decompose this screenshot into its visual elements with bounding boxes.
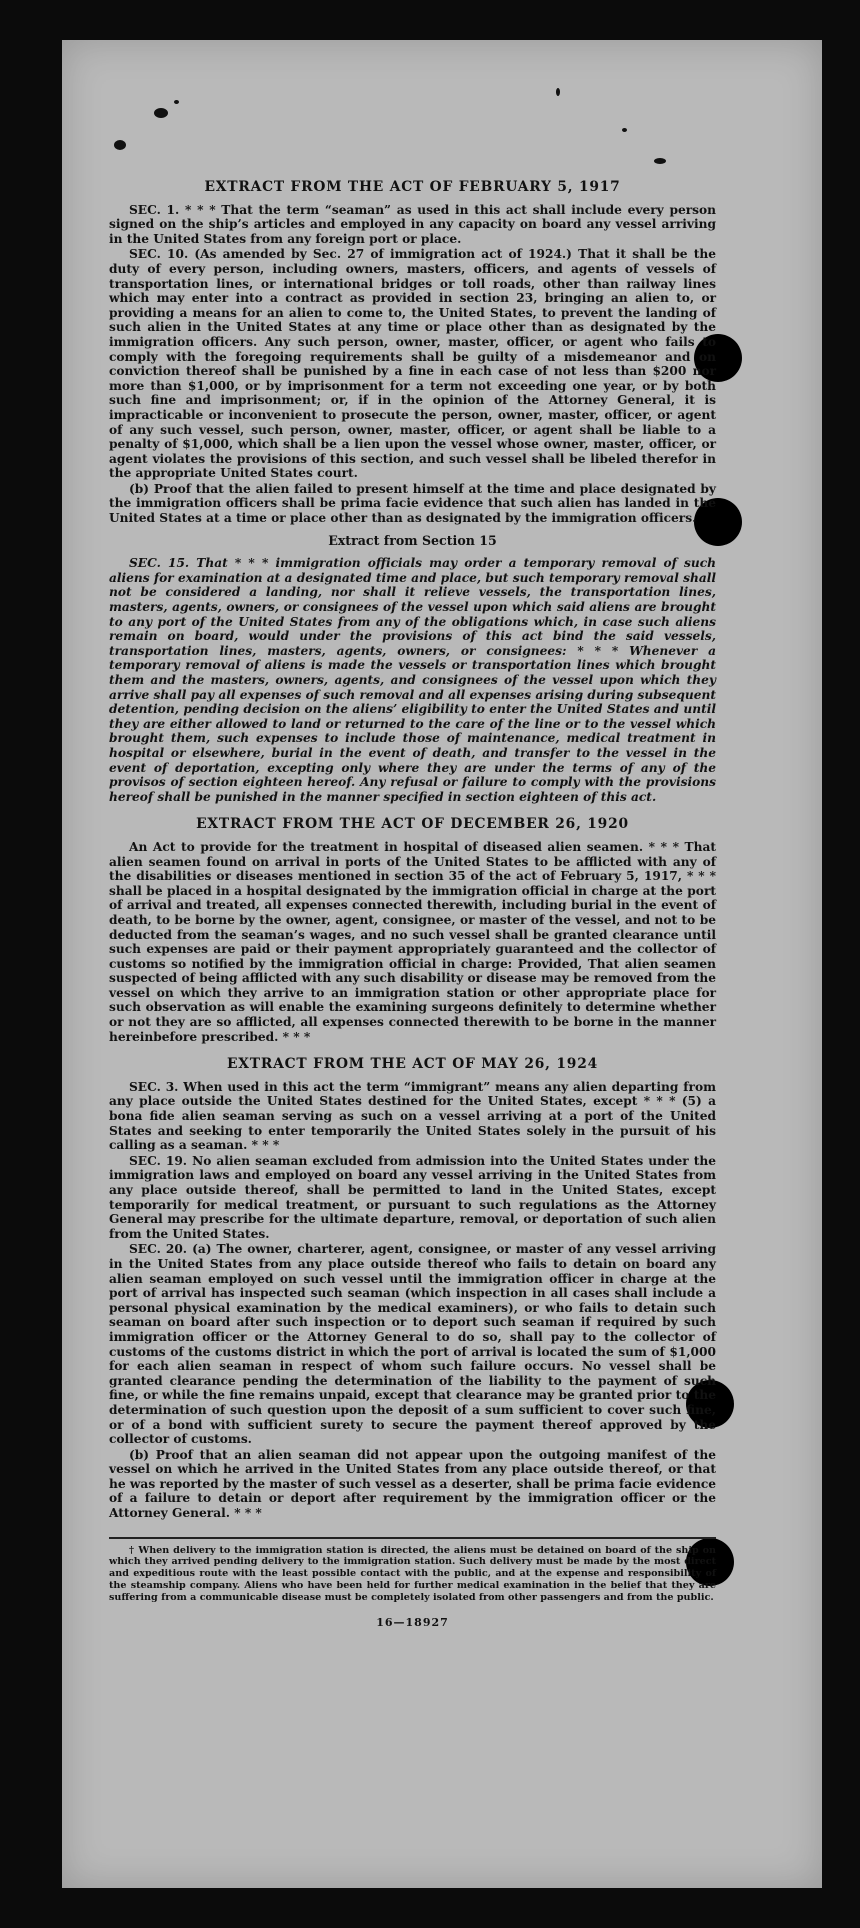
heading-feb-1917: EXTRACT FROM THE ACT OF FEBRUARY 5, 1917 xyxy=(204,179,621,195)
paragraph-sec20-b: (b) Proof that an alien seaman did not appear upon the outgoing manifest of the vessel on which he arrived in the United States from any place outside thereof, or that he was reported by the master of such vessel as a deserter, shall be prima facie evidence of a failure to detain or deport after requirement by the immigration officer or the Attorney General. * * * xyxy=(109,1447,716,1521)
footnote: † When delivery to the immigration station is directed, the aliens must be detained on board of the ship on which they arrived pending delivery to the immigration station. Such delivery must be made by the most direct and expeditious route with the least possible contact with the public, and at the expense and responsibility of the steamship company. Aliens who have been held for further medical examination in the belief that they are suffering from a communicable disease must be completely isolated from other passengers and from the public. xyxy=(109,1544,716,1603)
paragraph-dec-1920: An Act to provide for the treatment in hospital of diseased alien seamen. * * * That alien seamen found on arrival in ports of the United States to be afflicted with any of the disabilities or diseases mentioned in section 35 of the act of February 5, 1917, * * * shall be placed in a hospital designated by the immigration official in charge at the port of arrival and treated, all expenses connected therewith, including burial in the event of death, to be borne by the owner, agent, consignee, or master of the vessel, and not to be deducted from the seaman’s wages, and no such vessel shall be granted clearance until such expenses are paid or their payment appropriately guaranteed and the collector of customs so notified by the immigration official in charge: Provided, That alien seamen suspected of being afflicted with any such disability or disease may be removed from the vessel on which they arrive to an immigration station or other appropriate place for such observation as will enable the examining surgeons definitely to determine whether or not they are so afflicted, all expenses connected therewith to be borne in the manner hereinbefore prescribed. * * * xyxy=(109,839,716,1044)
ink-speck xyxy=(654,158,666,164)
ink-speck xyxy=(154,108,168,118)
paragraph-sec1: SEC. 1. * * * That the term “seaman” as used in this act shall include every person signed on the ship’s articles and employed in any capacity on board any vessel arriving in the United States from any foreign port or place. xyxy=(109,202,716,246)
subheading-section-15: Extract from Section 15 xyxy=(328,532,497,548)
paragraph-sec10-b: (b) Proof that the alien failed to present himself at the time and place designated by the immigration officers shall be prima facie evidence that such alien has landed in the United States at a time or place other than as designated by the immigration officers. xyxy=(109,481,716,526)
heading-dec-1920: EXTRACT FROM THE ACT OF DECEMBER 26, 1920 xyxy=(196,816,629,833)
document-body xyxy=(109,180,716,1630)
ink-speck xyxy=(174,100,179,104)
paragraph-sec15: SEC. 15. That * * * immigration officials may order a temporary removal of such aliens for examination at a designated time and place, but such temporary removal shall not be considered a landing, nor shall it relieve vessels, the transportation lines, masters, agents, owners, or consignees of the vessel upon which said aliens are brought to any port of the United States from any of the obligations which, in case such aliens remain on board, would under the provisions of this act bind the said vessels, transportation lines, masters, agents, owners, or consignees: * * * Whenever a temporary removal of aliens is made the vessels or transportation lines which brought them and the masters, owners, agents, and consignees of the vessel upon which they arrive shall pay all expenses of such removal and all expenses arising during subsequent detention, pending decision on the aliens’ eligibility to enter the United States and until they are either allowed to land or returned to the care of the line or to the vessel which brought them, such expenses to include those of maintenance, medical treatment in hospital or elsewhere, burial in the event of death, and transfer to the vessel in the event of deportation, excepting only where they are under the terms of any of the provisos of section eighteen hereof. Any refusal or failure to comply with the provisions hereof shall be punished in the manner specified in section eighteen of this act. xyxy=(109,556,716,804)
ink-speck xyxy=(556,88,560,96)
footnote-divider xyxy=(109,1537,716,1539)
ink-speck xyxy=(622,128,627,132)
paragraph-sec20-a: SEC. 20. (a) The owner, charterer, agent, consignee, or master of any vessel arriving in the United States from any place outside thereof who fails to detain on board any alien seaman employed on such vessel until the immigration officer in charge at the port of arrival has inspected such seaman (which inspection in all cases shall include a personal physical examination by the medical examiners), or who fails to detain such seaman on board after such inspection or to deport such seaman if required by such immigration officer or the Attorney General to do so, shall pay to the collector of customs of the customs district in which the port of arrival is located the sum of $1,000 for each alien seaman in respect of whom such failure occurs. No vessel shall be granted clearance pending the determination of the liability to the payment of such fine, or while the fine remains unpaid, except that clearance may be granted prior to the determination of such question upon the deposit of a sum sufficient to cover such fine, or of a bond with sufficient surety to secure the payment thereof approved by the collector of customs. xyxy=(109,1242,716,1447)
paragraph-sec10: SEC. 10. (As amended by Sec. 27 of immigration act of 1924.) That it shall be the duty of every person, including owners, masters, officers, and agents of vessels of transportation lines, or international bridges or toll roads, other than railway lines which may enter into a contract as provided in section 23, bringing an alien to, or providing a means for an alien to come to, the United States, to prevent the landing of such alien in the United States at any time or place other than as designated by the immigration officers. Any such person, owner, master, officer, or agent who fails to comply with the foregoing requirements shall be guilty of a misdemeanor and on conviction thereof shall be punished by a fine in each case of not less than $200 nor more than $1,000, or by imprisonment for a term not exceeding one year, or by both such fine and imprisonment; or, if in the opinion of the Attorney General, it is impracticable or inconvenient to prosecute the person, owner, master, officer, or agent of any such vessel, such person, owner, master, officer, or agent shall be liable to a penalty of $1,000, which shall be a lien upon the vessel whose owner, master, officer, or agent violates the provisions of this section, and such vessel shall be libeled therefor in the appropriate United States court. xyxy=(109,247,716,481)
ink-speck xyxy=(114,140,126,150)
heading-may-1924: EXTRACT FROM THE ACT OF MAY 26, 1924 xyxy=(226,1056,598,1073)
page-code: 16—18927 xyxy=(376,1615,449,1629)
paragraph-sec3: SEC. 3. When used in this act the term “immigrant” means any alien departing from any place outside the United States destined for the United States, except * * * (5) a bona fide alien seaman serving as such on a vessel arriving at a port of the United States and seeking to enter temporarily the United States solely in the pursuit of his calling as a seaman. * * * xyxy=(109,1079,716,1153)
paragraph-sec19: SEC. 19. No alien seaman excluded from admission into the United States under the immigration laws and employed on board any vessel arriving in the United States from any place outside thereof, shall be permitted to land in the United States, except temporarily for medical treatment, or pursuant to such regulations as the Attorney General may prescribe for the ultimate departure, removal, or deportation of such alien from the United States. xyxy=(109,1153,716,1241)
document-page xyxy=(62,40,822,1888)
